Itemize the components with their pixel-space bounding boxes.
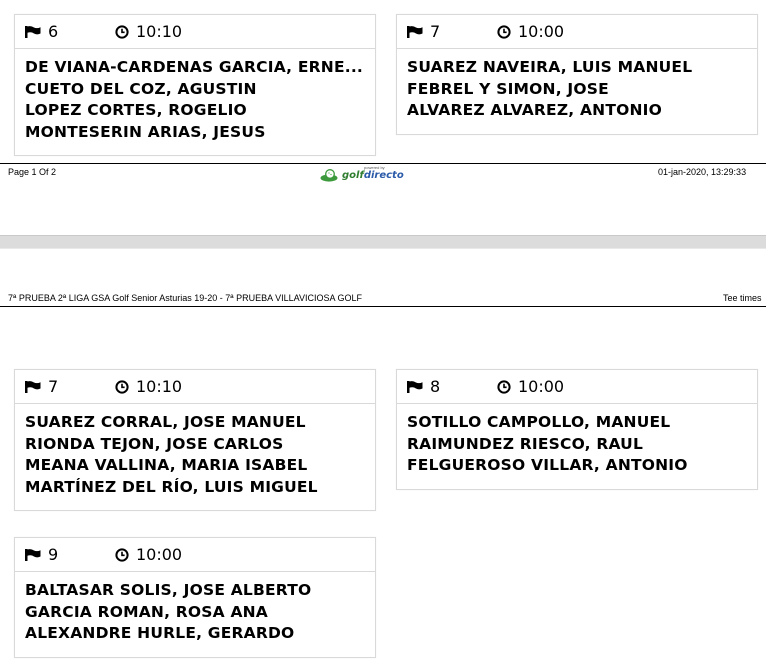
player-name: RAIMUNDEZ RIESCO, RAUL — [407, 434, 644, 453]
player-name: CUETO DEL COZ, AGUSTIN — [25, 79, 257, 98]
golfdirecto-logo — [320, 165, 404, 182]
time-label: 10:00 — [518, 377, 565, 396]
player-name: GARCIA ROMAN, ROSA ANA — [25, 602, 269, 621]
logo-directo: directo — [363, 169, 404, 181]
card-header — [15, 538, 375, 572]
time-label: 10:00 — [136, 545, 183, 564]
document-type: Tee times — [723, 293, 762, 303]
tee-number — [25, 22, 115, 41]
player-list — [397, 404, 757, 477]
tee-time-card — [396, 14, 758, 135]
clock-icon — [115, 25, 129, 39]
player-name: FELGUEROSO VILLAR, ANTONIO — [407, 456, 688, 474]
clock-icon — [497, 380, 511, 394]
player-name: MONTESERIN ARIAS, JESUS — [25, 122, 266, 141]
time-label: 10:10 — [136, 377, 183, 396]
page-number: Page 1 Of 2 — [8, 167, 57, 177]
flag-icon — [407, 381, 423, 393]
flag-icon — [25, 26, 41, 38]
player-list — [15, 404, 375, 498]
clock-icon — [115, 380, 129, 394]
player-name: SUAREZ NAVEIRA, LUIS MANUEL — [407, 58, 693, 76]
start-time — [497, 377, 564, 396]
print-timestamp: 01-jan-2020, 13:29:33 — [658, 167, 747, 177]
card-header — [15, 370, 375, 404]
player-list — [15, 572, 375, 645]
tee-time-card — [14, 369, 376, 511]
card-header — [15, 15, 375, 49]
player-name: SOTILLO CAMPOLLO, MANUEL — [407, 413, 671, 431]
logo-powered-by: powered by — [364, 165, 385, 170]
player-name: MARTÍNEZ DEL RÍO, LUIS MIGUEL — [25, 477, 318, 496]
golf-ball-logo-icon — [320, 168, 340, 182]
footer-divider — [0, 163, 766, 164]
player-name: SUAREZ CORRAL, JOSE MANUEL — [25, 413, 306, 431]
tee-label: 6 — [48, 22, 59, 41]
player-name: MEANA VALLINA, MARIA ISABEL — [25, 456, 308, 474]
logo-wordmark — [342, 170, 404, 181]
player-name: DE VIANA-CARDENAS GARCIA, ERNE... — [25, 58, 364, 76]
tee-time-card — [14, 537, 376, 658]
start-time — [115, 377, 182, 396]
tee-time-card — [14, 14, 376, 156]
page-separator — [0, 235, 766, 249]
time-label: 10:10 — [136, 22, 183, 41]
document-title: 7ª PRUEBA 2ª LIGA GSA Golf Senior Asturias 19-20 - 7ª PRUEBA VILLAVICIOSA GOLF — [8, 293, 362, 303]
player-list — [15, 49, 375, 143]
start-time — [115, 545, 182, 564]
player-name: BALTASAR SOLIS, JOSE ALBERTO — [25, 581, 312, 599]
logo-golf: golf — [342, 169, 364, 181]
tee-time-card — [396, 369, 758, 490]
tee-label: 9 — [48, 545, 59, 564]
flag-icon — [407, 26, 423, 38]
clock-icon — [497, 25, 511, 39]
clock-icon — [115, 548, 129, 562]
tee-number — [407, 22, 497, 41]
player-list — [397, 49, 757, 122]
tee-label: 7 — [430, 22, 441, 41]
card-header — [397, 15, 757, 49]
player-name: ALVAREZ ALVAREZ, ANTONIO — [407, 101, 662, 119]
header-divider — [0, 306, 766, 307]
tee-number — [25, 377, 115, 396]
tee-number — [25, 545, 115, 564]
flag-icon — [25, 549, 41, 561]
player-name: ALEXANDRE HURLE, GERARDO — [25, 624, 295, 642]
player-name: RIONDA TEJON, JOSE CARLOS — [25, 434, 284, 453]
flag-icon — [25, 381, 41, 393]
start-time — [497, 22, 564, 41]
tee-label: 7 — [48, 377, 59, 396]
tee-label: 8 — [430, 377, 441, 396]
player-name: LOPEZ CORTES, ROGELIO — [25, 101, 247, 119]
start-time — [115, 22, 182, 41]
tee-number — [407, 377, 497, 396]
time-label: 10:00 — [518, 22, 565, 41]
player-name: FEBREL Y SIMON, JOSE — [407, 79, 609, 98]
card-header — [397, 370, 757, 404]
